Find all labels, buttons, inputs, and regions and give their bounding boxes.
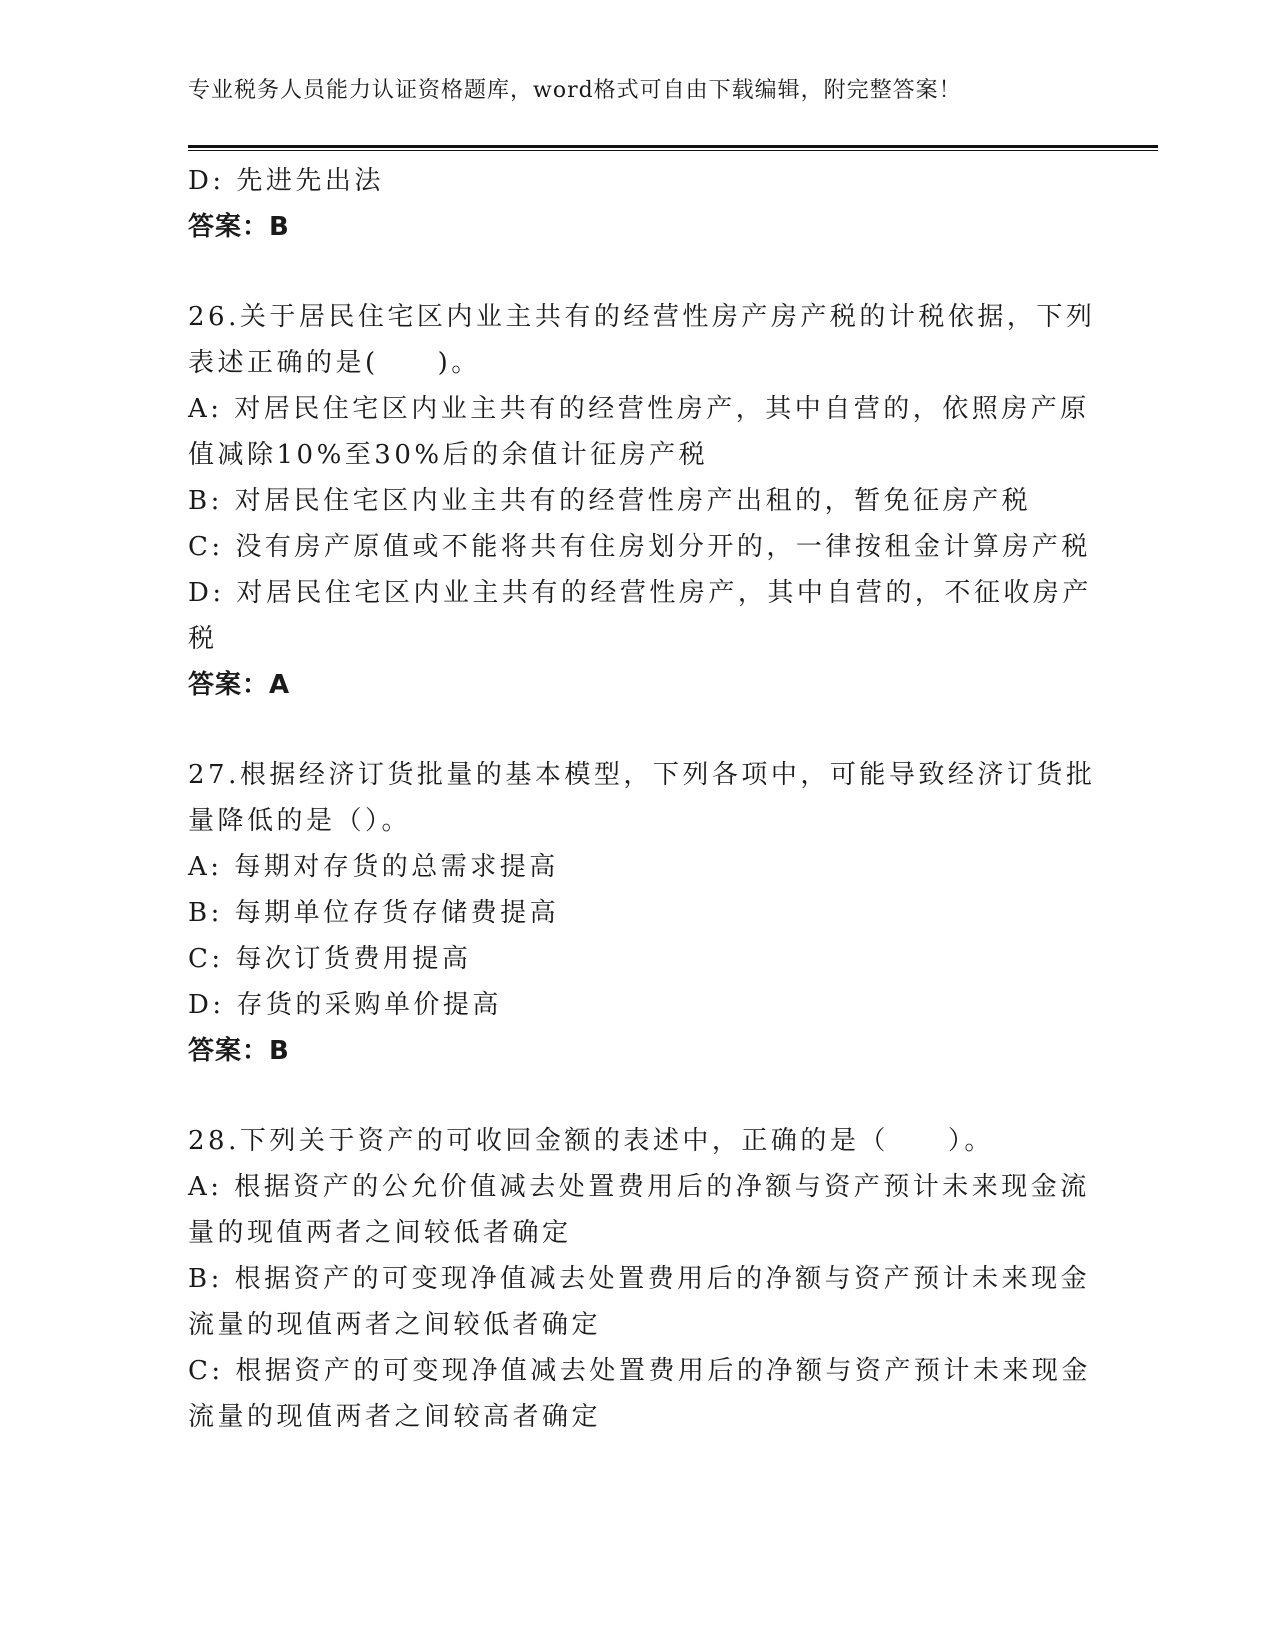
option-a: A: 根据资产的公允价值减去处置费用后的净额与资产预计未来现金流 [188,1172,1090,1202]
option-b-cont: 流量的现值两者之间较低者确定 [188,1310,602,1340]
option-d: D: 先进先出法 [188,166,384,196]
question-stem: 28.下列关于资产的可收回金额的表述中，正确的是（ ）。 [188,1126,994,1156]
header-divider-thin [188,150,1158,151]
answer-line: 答案：B [188,1036,290,1066]
option-c: C: 没有房产原值或不能将共有住房划分开的，一律按租金计算房产税 [188,532,1091,562]
question-stem: 27.根据经济订货批量的基本模型，下列各项中，可能导致经济订货批 [188,760,1096,790]
option-b: B: 每期单位存货存储费提高 [188,898,560,928]
option-b: B: 对居民住宅区内业主共有的经营性房产出租的，暂免征房产税 [188,486,1032,516]
option-c-cont: 流量的现值两者之间较高者确定 [188,1402,602,1432]
option-a-cont: 值减除10%至30%后的余值计征房产税 [188,440,709,470]
header-divider-thick [188,145,1158,148]
option-c: C: 根据资产的可变现净值减去处置费用后的净额与资产预计未来现金 [188,1356,1091,1386]
option-a-cont: 量的现值两者之间较低者确定 [188,1218,572,1248]
page-header: 专业税务人员能力认证资格题库，word格式可自由下载编辑，附完整答案！ [188,78,962,103]
option-a: A: 对居民住宅区内业主共有的经营性房产，其中自营的，依照房产原 [188,394,1090,424]
question-27 [188,752,1096,1074]
question-stem: 26.关于居民住宅区内业主共有的经营性房产房产税的计税依据，下列 [188,302,1096,332]
answer-line: 答案：A [188,670,291,700]
option-d: D: 对居民住宅区内业主共有的经营性房产，其中自营的，不征收房产 [188,578,1092,608]
question-stem-cont: 量降低的是（）。 [188,806,412,836]
document-body [188,158,1096,1440]
option-d: D: 存货的采购单价提高 [188,990,502,1020]
option-a: A: 每期对存货的总需求提高 [188,852,559,882]
option-c: C: 每次订货费用提高 [188,944,472,974]
answer-line: 答案：B [188,212,290,242]
option-b: B: 根据资产的可变现净值减去处置费用后的净额与资产预计未来现金 [188,1264,1091,1294]
question-28 [188,1118,1091,1440]
question-stem-cont: 表述正确的是( )。 [188,348,481,378]
option-d-cont: 税 [188,624,218,654]
question-26 [188,294,1096,708]
prev-question-tail [188,158,1088,250]
